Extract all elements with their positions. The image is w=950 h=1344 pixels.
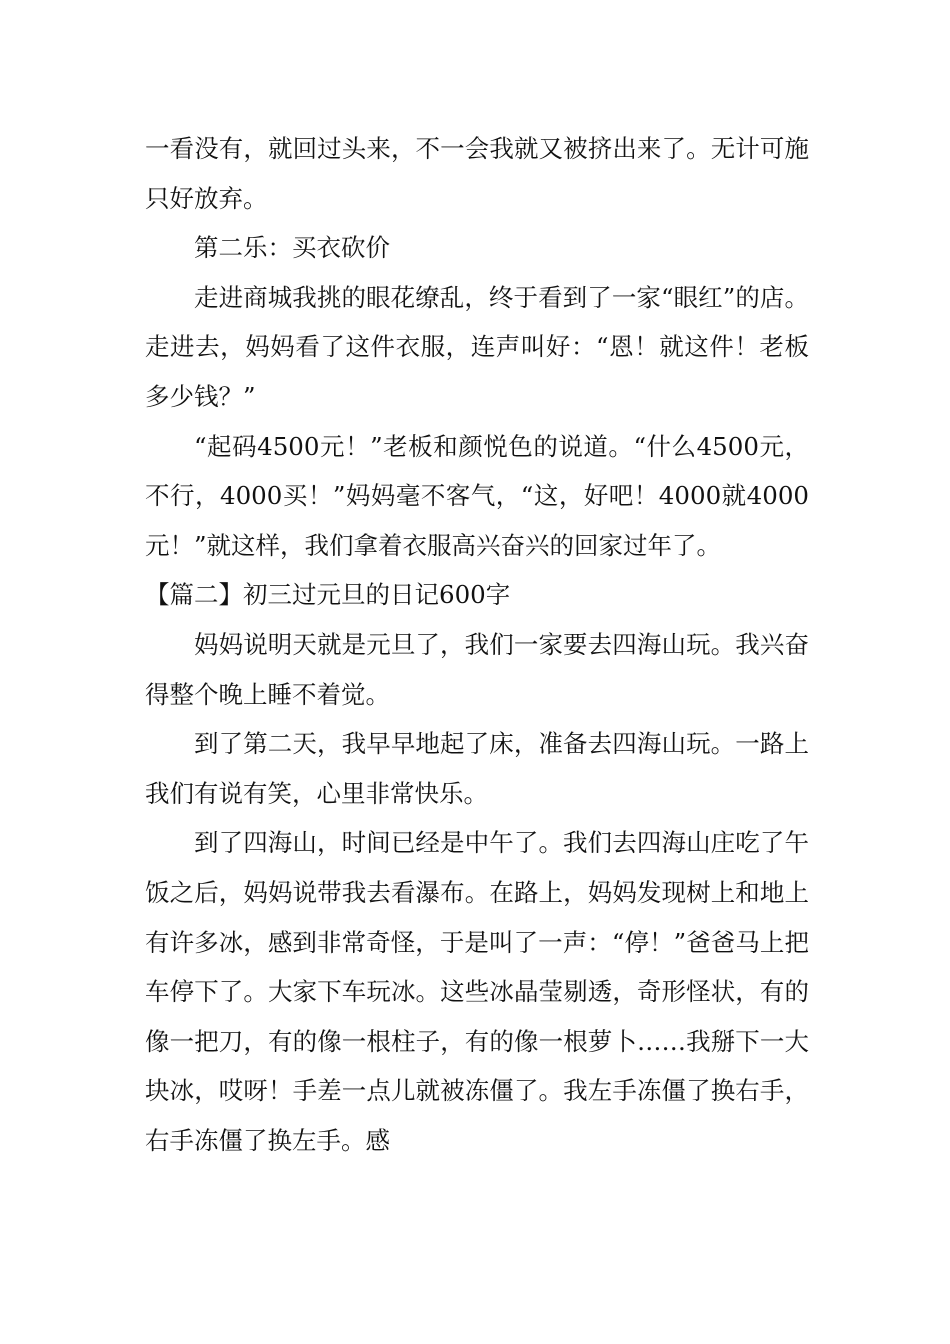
paragraph: 妈妈说明天就是元旦了，我们一家要去四海山玩。我兴奋得整个晚上睡不着觉。 xyxy=(145,629,809,709)
paragraph-continuation: 一看没有，就回过头来，不一会我就又被挤出来了。无计可施只好放弃。 xyxy=(145,134,809,213)
article-heading: 【篇二】初三过元旦的日记600字 xyxy=(145,580,511,610)
paragraph: 到了四海山，时间已经是中午了。我们去四海山庄吃了午饭之后，妈妈说带我去看瀑布。在路上，妈妈发现树上和地上有许多冰，感到非常奇怪，于是叫了一声：“停！”爸爸马上把车停下了。大家下车玩冰。这些冰晶莹剔透，奇形怪状，有的像一把刀，有的像一根柱子，有的像一根萝卜……我掰下一大块冰，哎呀！手差一点儿就被冻僵了。我左手冻僵了换右手，右手冻僵了换左手。感 xyxy=(145,828,809,1155)
paragraph: 到了第二天，我早早地起了床，准备去四海山玩。一路上我们有说有笑，心里非常快乐。 xyxy=(145,729,809,808)
section-subheading: 第二乐：买衣砍价 xyxy=(194,233,390,263)
paragraph: 走进商城我挑的眼花缭乱，终于看到了一家“眼红”的店。走进去，妈妈看了这件衣服，连声叫好：“恩！就这件！老板多少钱？” xyxy=(145,282,809,411)
document-body xyxy=(145,124,809,1165)
paragraph: “起码4500元！”老板和颜悦色的说道。“什么4500元，不行，4000买！”妈妈毫不客气，“这，好吧！4000就4000元！”就这样，我们拿着衣服高兴奋兴的回家过年了。 xyxy=(145,431,809,560)
